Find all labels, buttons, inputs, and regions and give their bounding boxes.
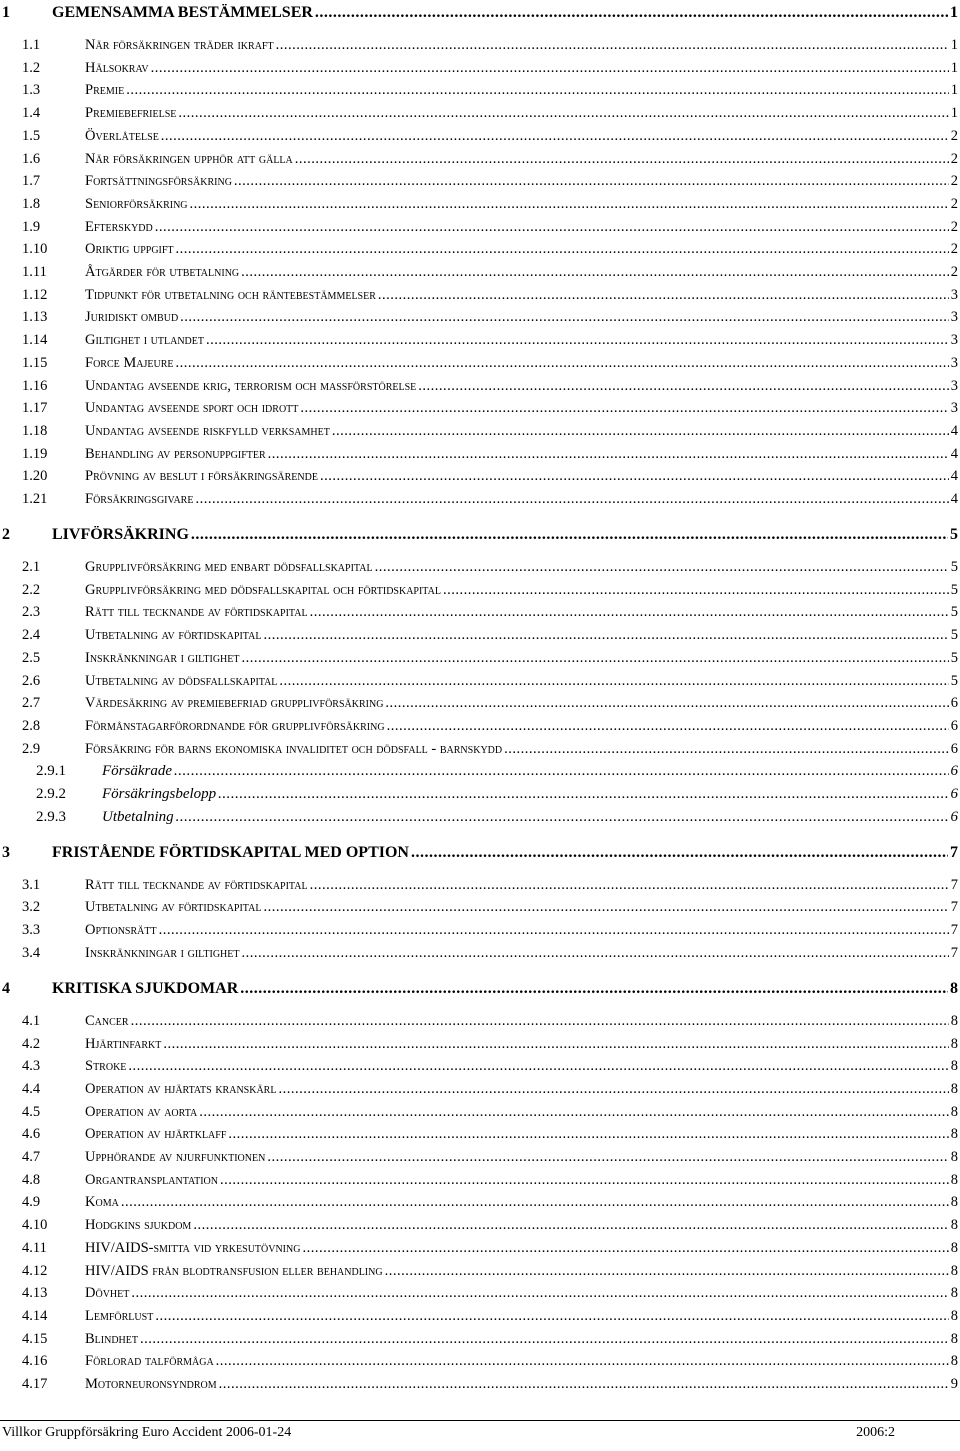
toc-entry-page: 1: [950, 4, 958, 21]
toc-entry-number: 4.7: [22, 1149, 41, 1165]
toc-entry[interactable]: [0, 446, 960, 466]
toc-leader-dots: [176, 241, 949, 258]
toc-entry-number: 1.13: [22, 309, 48, 326]
toc-entry-title: Premie: [85, 82, 125, 99]
toc-entry[interactable]: [0, 1036, 960, 1056]
toc-entry-page: 9: [950, 1376, 958, 1392]
toc-entry-page: 2: [950, 195, 958, 212]
toc-entry[interactable]: [0, 309, 960, 329]
toc-entry[interactable]: [0, 82, 960, 102]
toc-entry-number: 4.13: [22, 1285, 48, 1302]
toc-entry-title: Försäkring för barns ekonomiska invaliditet och dödsfall - barnskydd: [85, 740, 503, 757]
toc-entry-page: 1: [950, 37, 958, 53]
toc-leader-dots: [302, 1240, 948, 1257]
toc-entry-number: 2.9.3: [36, 808, 66, 825]
toc-entry-title: Giltighet i utlandet: [85, 332, 204, 349]
toc-entry-title: Överlåtelse: [85, 127, 159, 144]
toc-entry[interactable]: [0, 980, 960, 1002]
toc-entry-title: Force Majeure: [85, 354, 174, 371]
toc-entry-page: 5: [950, 581, 958, 598]
toc-entry-title: Operation av hjärtats kranskärl: [85, 1080, 277, 1097]
toc-entry-title: Hjärtinfarkt: [85, 1035, 162, 1052]
toc-entry-title: Inskränkningar i giltighet: [85, 944, 240, 961]
toc-entry-page: 8: [950, 1103, 958, 1120]
toc-leader-dots: [190, 196, 949, 213]
toc-entry-page: 4: [950, 491, 958, 507]
toc-entry[interactable]: [0, 173, 960, 193]
toc-entry-page: 3: [950, 354, 958, 371]
toc-entry-number: 2.9: [22, 740, 41, 757]
toc-entry[interactable]: [0, 877, 960, 897]
toc-entry-title: Utbetalning av dödsfallskapital: [85, 672, 278, 689]
toc-entry-number: 2.3: [22, 604, 41, 621]
toc-entry[interactable]: [0, 241, 960, 261]
toc-leader-dots: [268, 446, 949, 463]
toc-entry[interactable]: [0, 105, 960, 125]
toc-entry-page: 8: [950, 1012, 958, 1029]
toc-leader-dots: [159, 922, 949, 939]
toc-entry-number: 4.11: [22, 1239, 47, 1256]
toc-leader-dots: [176, 809, 949, 826]
toc-leader-dots: [155, 1308, 948, 1325]
toc-leader-dots: [278, 1081, 948, 1098]
toc-entry-page: 2: [950, 173, 958, 190]
toc-entry-number: 1.9: [22, 218, 41, 235]
toc-entry-number: 1.2: [22, 59, 41, 76]
toc-entry-number: 1.10: [22, 241, 48, 258]
toc-entry-number: 2.8: [22, 717, 41, 734]
toc-entry[interactable]: [0, 1013, 960, 1033]
toc-leader-dots: [175, 355, 948, 372]
toc-entry-title: När försäkringen upphör att gälla: [85, 150, 293, 167]
toc-entry-page: 2: [950, 218, 958, 235]
toc-entry-title: Prövning av beslut i försäkringsärende: [85, 468, 318, 485]
toc-leader-dots: [279, 673, 948, 690]
toc-entry[interactable]: [0, 844, 960, 866]
toc-entry-title: Utbetalning av förtidskapital: [85, 627, 262, 644]
toc-leader-dots: [411, 844, 948, 862]
toc-entry-number: 4.15: [22, 1330, 48, 1347]
toc-entry-page: 5: [950, 604, 958, 621]
toc-entry-number: 1.3: [22, 82, 41, 99]
toc-entry-number: 1.18: [22, 422, 48, 439]
toc-entry-title: Efterskydd: [85, 218, 153, 235]
toc-entry-number: 1: [2, 4, 10, 21]
toc-entry-number: 4.12: [22, 1262, 48, 1279]
toc-leader-dots: [193, 1217, 948, 1234]
toc-entry-page: 8: [950, 1239, 958, 1256]
toc-entry-number: 4.10: [22, 1217, 48, 1234]
toc-entry-number: 2.6: [22, 672, 41, 689]
toc-entry-page: 8: [950, 1171, 958, 1188]
toc-entry-page: 6: [950, 717, 958, 734]
toc-leader-dots: [443, 582, 949, 599]
toc-entry-page: 6: [950, 786, 958, 802]
toc-leader-dots: [300, 400, 948, 417]
toc-entry-number: 1.19: [22, 445, 48, 462]
toc-entry-title: Stroke: [85, 1058, 127, 1075]
toc-entry-number: 2.5: [22, 649, 41, 666]
toc-entry[interactable]: [0, 1194, 960, 1214]
toc-leader-dots: [378, 287, 949, 304]
toc-leader-dots: [504, 741, 949, 758]
toc-entry-number: 4.17: [22, 1376, 48, 1392]
toc-entry[interactable]: [0, 1308, 960, 1328]
toc-entry-page: 3: [950, 400, 958, 417]
toc-entry-page: 8: [950, 1217, 958, 1234]
toc-entry-title: Organtransplantation: [85, 1171, 219, 1188]
toc-entry[interactable]: [0, 355, 960, 375]
toc-entry-page: 8: [950, 1285, 958, 1302]
toc-entry[interactable]: [0, 1058, 960, 1078]
toc-entry-title: HIV/AIDS-smitta vid yrkesutövning: [85, 1239, 301, 1256]
toc-entry-number: 4.1: [22, 1012, 41, 1029]
toc-leader-dots: [219, 1376, 949, 1393]
toc-leader-dots: [180, 309, 949, 326]
toc-entry-page: 1: [950, 59, 958, 76]
toc-entry-page: 5: [950, 672, 958, 689]
toc-entry-title: Motorneuronsyndrom: [85, 1376, 217, 1392]
toc-entry-page: 7: [950, 899, 958, 916]
toc-entry-page: 4: [950, 422, 958, 439]
toc-entry[interactable]: [0, 786, 960, 806]
toc-entry-page: 2: [950, 241, 958, 258]
toc-entry-page: 5: [950, 649, 958, 666]
toc-leader-dots: [387, 718, 949, 735]
toc-entry-title: Utbetalning av förtidskapital: [85, 899, 262, 916]
toc-entry-page: 8: [950, 1126, 958, 1143]
toc-entry-number: 2.9.1: [36, 763, 66, 780]
toc-entry-title: Värdesäkring av premiebefriad grupplivförsäkring: [85, 695, 384, 712]
toc-leader-dots: [161, 128, 949, 145]
toc-entry[interactable]: [0, 604, 960, 624]
toc-entry[interactable]: [0, 196, 960, 216]
toc-entry[interactable]: [0, 423, 960, 443]
toc-leader-dots: [240, 980, 948, 998]
toc-entry-page: 8: [950, 1262, 958, 1279]
toc-entry-number: 4.5: [22, 1103, 41, 1120]
toc-entry-page: 7: [950, 944, 958, 961]
toc-entry-number: 2.9.2: [36, 786, 66, 802]
toc-entry[interactable]: [0, 695, 960, 715]
toc-entry-number: 3.2: [22, 899, 41, 916]
toc-entry-title: Behandling av personuppgifter: [85, 445, 266, 462]
toc-leader-dots: [151, 60, 949, 77]
toc-entry-number: 2: [2, 526, 10, 543]
toc-entry-page: 8: [950, 1035, 958, 1052]
toc-entry-number: 4.3: [22, 1058, 41, 1075]
toc-entry-number: 1.11: [22, 264, 47, 280]
toc-entry-number: 1.20: [22, 468, 48, 485]
footer-page-number: 2006:2: [856, 1425, 895, 1440]
toc-leader-dots: [276, 37, 949, 54]
toc-entry-number: 1.4: [22, 105, 41, 122]
toc-leader-dots: [206, 332, 949, 349]
toc-leader-dots: [140, 1331, 949, 1348]
toc-entry-title: Koma: [85, 1194, 119, 1211]
toc-entry-title: Utbetalning: [102, 808, 174, 825]
toc-entry-number: 2.4: [22, 627, 41, 644]
toc-leader-dots: [174, 763, 949, 780]
toc-entry[interactable]: [0, 219, 960, 239]
toc-entry-page: 2: [950, 127, 958, 144]
toc-entry[interactable]: [0, 650, 960, 670]
toc-entry-page: 3: [950, 332, 958, 349]
toc-entry[interactable]: [0, 763, 960, 783]
toc-entry[interactable]: [0, 809, 960, 829]
toc-entry-title: Rätt till tecknande av förtidskapital: [85, 604, 308, 621]
toc-entry-number: 1.5: [22, 127, 41, 144]
toc-entry-title: Rätt till tecknande av förtidskapital: [85, 876, 308, 893]
toc-entry[interactable]: [0, 526, 960, 548]
toc-entry-title: FRISTÅENDE FÖRTIDSKAPITAL MED OPTION: [52, 843, 409, 861]
toc-entry-title: Optionsrätt: [85, 922, 157, 939]
toc-entry-title: Lemförlust: [85, 1307, 154, 1324]
toc-entry-title: Förmånstagarförordnande för grupplivförsäkring: [85, 717, 385, 734]
toc-entry-page: 5: [950, 559, 958, 575]
toc-entry[interactable]: [0, 1081, 960, 1101]
toc-entry[interactable]: [0, 559, 960, 579]
toc-entry-number: 2.1: [22, 559, 41, 575]
toc-entry-number: 1.15: [22, 354, 48, 371]
toc-entry-number: 4.9: [22, 1194, 41, 1211]
toc-entry-title: Hälsokrav: [85, 59, 149, 76]
toc-entry-page: 8: [950, 1330, 958, 1347]
toc-entry-page: 6: [950, 740, 958, 757]
toc-entry-title: Hodgkins sjukdom: [85, 1217, 192, 1234]
toc-leader-dots: [199, 1104, 948, 1121]
toc-leader-dots: [320, 468, 949, 485]
toc-leader-dots: [310, 604, 949, 621]
toc-entry-page: 1: [950, 82, 958, 99]
toc-entry-title: Premiebefrielse: [85, 105, 177, 122]
toc-entry-number: 4.8: [22, 1171, 41, 1188]
toc-entry-page: 8: [950, 1058, 958, 1075]
toc-entry-title: LIVFÖRSÄKRING: [52, 526, 189, 543]
toc-entry-page: 8: [950, 1194, 958, 1211]
toc-entry[interactable]: [0, 1104, 960, 1124]
toc-leader-dots: [263, 899, 948, 916]
toc-leader-dots: [418, 378, 948, 395]
toc-leader-dots: [228, 1126, 948, 1143]
toc-entry-number: 1.12: [22, 286, 48, 303]
toc-entry-number: 4.4: [22, 1080, 41, 1097]
toc-entry-title: Operation av hjärtklaff: [85, 1126, 227, 1143]
toc-entry-title: Undantag avseende krig, terrorism och massförstörelse: [85, 377, 417, 394]
toc-entry[interactable]: [0, 718, 960, 738]
footer-document-title: Villkor Gruppförsäkring Euro Accident 2006-01-24: [2, 1425, 292, 1440]
toc-entry-title: KRITISKA SJUKDOMAR: [52, 979, 239, 997]
toc-leader-dots: [121, 1194, 949, 1211]
toc-leader-dots: [310, 877, 949, 894]
toc-entry[interactable]: [0, 1149, 960, 1169]
toc-entry-number: 2.2: [22, 581, 41, 598]
toc-entry[interactable]: [0, 287, 960, 307]
toc-leader-dots: [267, 1149, 948, 1166]
toc-leader-dots: [191, 526, 948, 544]
toc-leader-dots: [315, 4, 948, 22]
toc-leader-dots: [241, 945, 948, 962]
toc-entry[interactable]: [0, 1172, 960, 1192]
toc-entry[interactable]: [0, 1285, 960, 1305]
toc-entry-number: 2.7: [22, 695, 41, 712]
toc-entry[interactable]: [0, 128, 960, 148]
toc-entry[interactable]: [0, 1126, 960, 1146]
toc-entry-title: Dövhet: [85, 1285, 130, 1302]
toc-entry-title: Försäkrade: [102, 763, 172, 780]
toc-leader-dots: [218, 786, 948, 803]
toc-leader-dots: [241, 650, 948, 667]
toc-entry-number: 1.6: [22, 150, 41, 167]
toc-entry-title: Undantag avseende sport och idrott: [85, 400, 299, 417]
toc-leader-dots: [216, 1353, 949, 1370]
toc-entry-page: 8: [950, 1353, 958, 1370]
toc-entry-page: 8: [950, 1080, 958, 1097]
toc-leader-dots: [155, 219, 949, 236]
toc-entry-page: 8: [950, 1307, 958, 1324]
toc-leader-dots: [195, 491, 948, 508]
toc-entry-title: Fortsättningsförsäkring: [85, 173, 232, 190]
toc-entry-number: 4.14: [22, 1307, 48, 1324]
toc-entry[interactable]: [0, 741, 960, 761]
toc-entry-number: 1.17: [22, 400, 48, 417]
toc-entry[interactable]: [0, 899, 960, 919]
toc-entry-number: 1.8: [22, 195, 41, 212]
toc-entry[interactable]: [0, 1263, 960, 1283]
toc-entry-page: 8: [950, 979, 958, 997]
toc-entry-number: 4.6: [22, 1126, 41, 1143]
toc-entry-page: 5: [950, 627, 958, 644]
toc-entry-title: Inskränkningar i giltighet: [85, 649, 240, 666]
toc-entry-page: 3: [950, 377, 958, 394]
toc-entry[interactable]: [0, 1217, 960, 1237]
toc-entry-number: 4.16: [22, 1353, 48, 1370]
toc-entry-title: När försäkringen träder ikraft: [85, 37, 274, 53]
toc-entry-number: 4.2: [22, 1035, 41, 1052]
footer-divider: [0, 1420, 960, 1421]
toc-entry[interactable]: [0, 582, 960, 602]
toc-entry-number: 1.21: [22, 491, 48, 507]
toc-entry-page: 4: [950, 468, 958, 485]
toc-entry-number: 3.3: [22, 922, 41, 939]
toc-entry-title: GEMENSAMMA BESTÄMMELSER: [52, 4, 313, 21]
toc-leader-dots: [241, 264, 949, 281]
toc-entry-page: 7: [950, 876, 958, 893]
toc-entry[interactable]: [0, 627, 960, 647]
toc-entry[interactable]: [0, 468, 960, 488]
toc-entry[interactable]: [0, 945, 960, 965]
toc-entry-number: 1.14: [22, 332, 48, 349]
toc-entry-number: 3.4: [22, 944, 41, 961]
toc-entry-page: 3: [950, 309, 958, 326]
toc-entry-title: Operation av aorta: [85, 1103, 198, 1120]
toc-entry-title: Tidpunkt för utbetalning och räntebestämmelser: [85, 286, 376, 303]
toc-leader-dots: [128, 1058, 948, 1075]
toc-entry[interactable]: [0, 1331, 960, 1351]
toc-entry[interactable]: [0, 400, 960, 420]
toc-leader-dots: [295, 151, 949, 168]
toc-entry-page: 3: [950, 286, 958, 303]
toc-entry-number: 3.1: [22, 876, 41, 893]
toc-leader-dots: [263, 627, 948, 644]
toc-entry-title: Oriktig uppgift: [85, 241, 174, 258]
toc-entry-page: 5: [950, 526, 958, 543]
toc-leader-dots: [126, 82, 949, 99]
toc-entry-title: Förlorad talförmåga: [85, 1353, 214, 1370]
toc-entry-number: 1.1: [22, 37, 41, 53]
toc-entry[interactable]: [0, 60, 960, 80]
toc-entry-title: Cancer: [85, 1012, 129, 1029]
toc-entry[interactable]: [0, 37, 960, 57]
toc-leader-dots: [163, 1036, 948, 1053]
toc-entry-title: Juridiskt ombud: [85, 309, 179, 326]
toc-leader-dots: [220, 1172, 949, 1189]
toc-leader-dots: [234, 173, 949, 190]
toc-entry-page: 6: [950, 808, 958, 825]
toc-entry[interactable]: [0, 264, 960, 284]
toc-entry-title: Blindhet: [85, 1330, 138, 1347]
toc-entry[interactable]: [0, 1240, 960, 1260]
toc-entry-title: Upphörande av njurfunktionen: [85, 1149, 266, 1165]
toc-entry-page: 6: [950, 695, 958, 712]
toc-entry[interactable]: [0, 4, 960, 26]
toc-entry-title: Grupplivförsäkring med dödsfallskapital och förtidskapital: [85, 581, 441, 598]
toc-entry-title: Undantag avseende riskfylld verksamhet: [85, 422, 330, 439]
toc-entry[interactable]: [0, 378, 960, 398]
toc-leader-dots: [385, 695, 948, 712]
toc-leader-dots: [131, 1013, 949, 1030]
toc-entry-page: 2: [950, 150, 958, 167]
toc-leader-dots: [385, 1263, 949, 1280]
toc-entry-title: Seniorförsäkring: [85, 195, 188, 212]
toc-entry[interactable]: [0, 673, 960, 693]
toc-leader-dots: [178, 105, 948, 122]
toc-entry-title: Försäkringsbelopp: [102, 786, 217, 802]
toc-entry[interactable]: [0, 1353, 960, 1373]
toc-entry[interactable]: [0, 151, 960, 171]
toc-entry-title: Försäkringsgivare: [85, 491, 194, 507]
toc-entry[interactable]: [0, 1376, 960, 1396]
toc-entry-page: 7: [950, 843, 958, 861]
toc-leader-dots: [375, 559, 949, 576]
toc-entry-page: 6: [950, 763, 958, 780]
toc-entry-page: 2: [950, 264, 958, 280]
toc-entry-number: 1.7: [22, 173, 41, 190]
toc-entry-number: 4: [2, 979, 10, 997]
toc-entry-number: 3: [2, 843, 10, 861]
toc-entry-page: 8: [950, 1149, 958, 1165]
toc-leader-dots: [131, 1285, 948, 1302]
toc-entry-number: 1.16: [22, 377, 48, 394]
toc-entry[interactable]: [0, 332, 960, 352]
toc-entry[interactable]: [0, 491, 960, 511]
toc-entry-title: Åtgärder för utbetalning: [85, 264, 240, 280]
toc-entry-title: Grupplivförsäkring med enbart dödsfallskapital: [85, 559, 373, 575]
toc-leader-dots: [332, 423, 949, 440]
toc-entry-page: 4: [950, 445, 958, 462]
toc-entry[interactable]: [0, 922, 960, 942]
toc-entry-page: 1: [950, 105, 958, 122]
toc-entry-title: HIV/AIDS från blodtransfusion eller behandling: [85, 1262, 383, 1279]
toc-entry-page: 7: [950, 922, 958, 939]
